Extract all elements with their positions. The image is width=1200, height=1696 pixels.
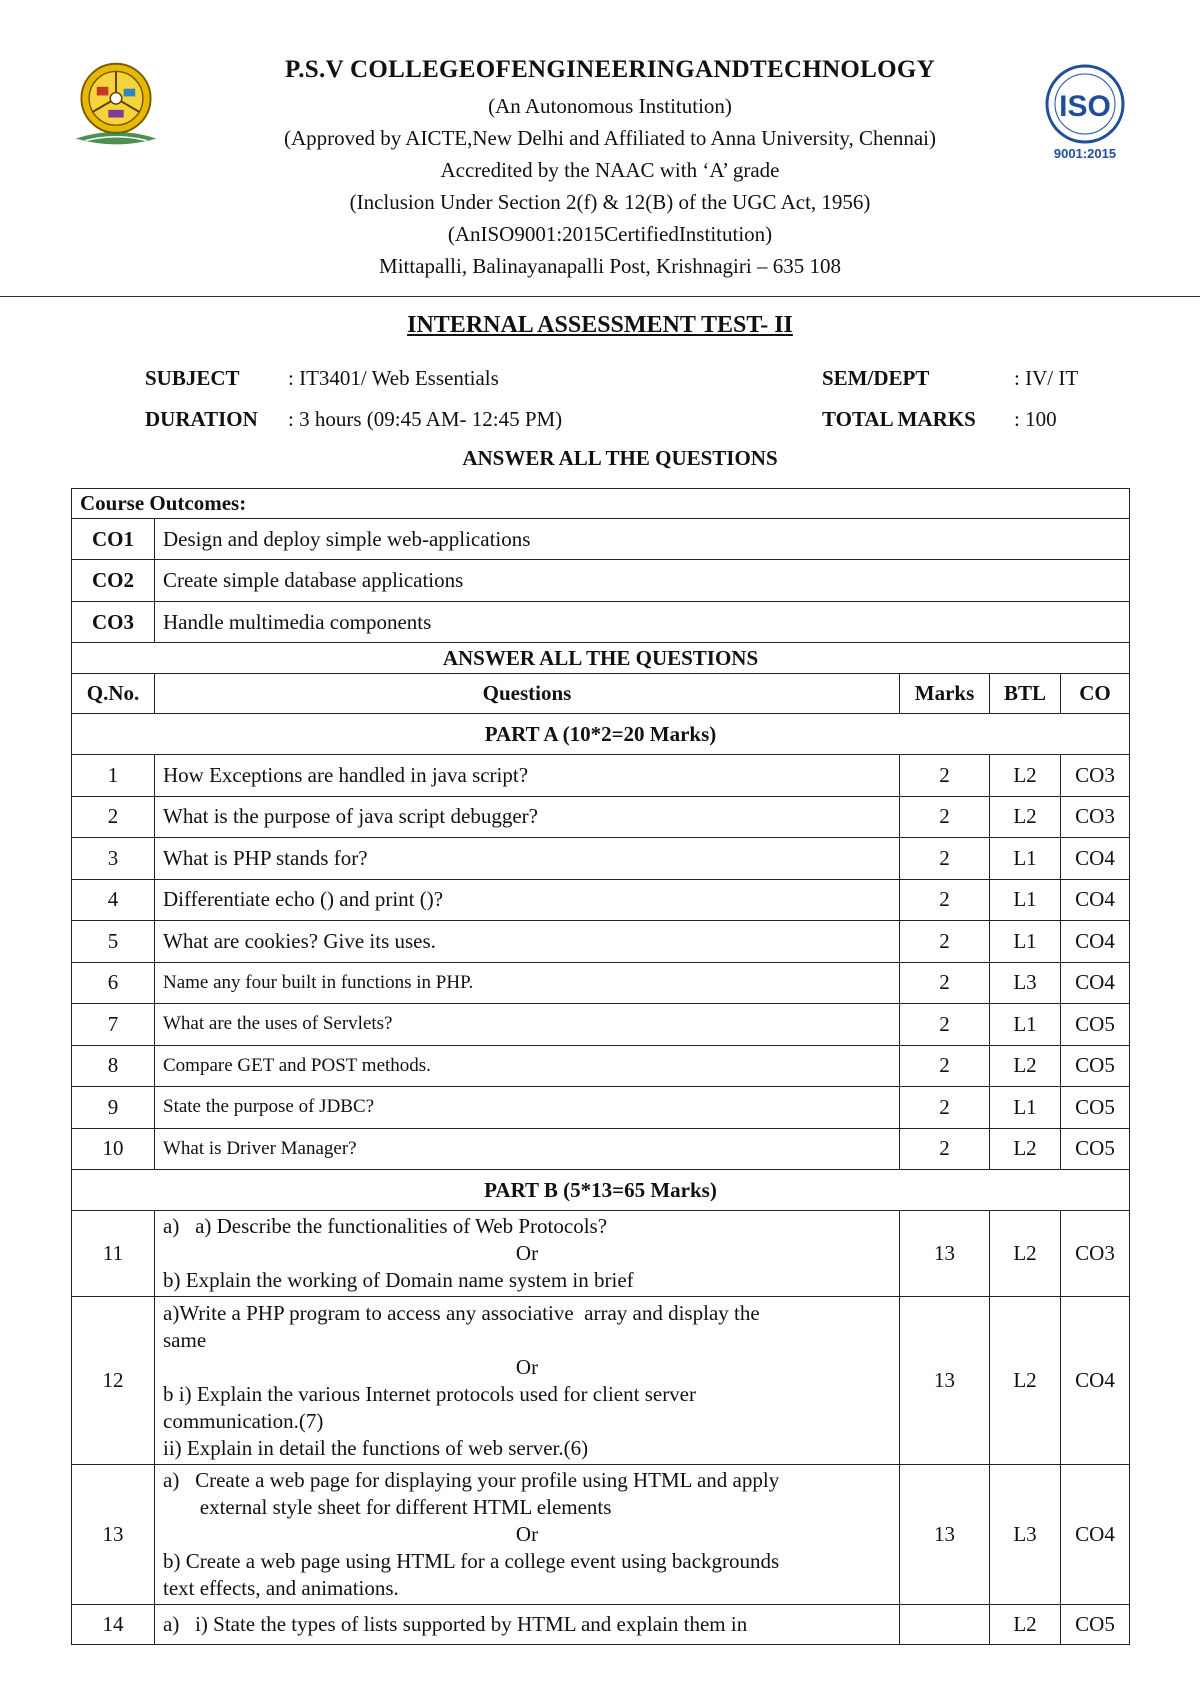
- question-number: 1: [72, 755, 155, 797]
- question-co: CO5: [1061, 1045, 1130, 1087]
- question-co: CO4: [1061, 879, 1130, 921]
- part-a-title: PART A (10*2=20 Marks): [72, 714, 1130, 755]
- question-number: 6: [72, 962, 155, 1004]
- header-line-address: Mittapalli, Balinayanapalli Post, Krishnagiri – 635 108: [379, 254, 841, 278]
- question-line: a) Create a web page for displaying your profile using HTML and apply: [163, 1468, 780, 1492]
- header-questions: Questions: [155, 674, 900, 714]
- question-marks: 2: [900, 962, 990, 1004]
- question-row: [72, 962, 1130, 1004]
- question-row: [72, 879, 1130, 921]
- question-paper-table: [71, 488, 1130, 1645]
- question-line: b) Explain the working of Domain name system in brief: [163, 1268, 634, 1292]
- question-marks: 13: [900, 1297, 990, 1465]
- question-number: 11: [72, 1211, 155, 1297]
- question-row: [72, 1465, 1130, 1605]
- question-number: 10: [72, 1128, 155, 1170]
- or-separator: Or: [515, 1241, 539, 1265]
- co-row: [72, 519, 1130, 560]
- question-row: [72, 755, 1130, 797]
- header-btl: BTL: [990, 674, 1061, 714]
- co-text: Create simple database applications: [155, 560, 1130, 602]
- question-btl: L2: [990, 755, 1061, 797]
- question-btl: L3: [990, 962, 1061, 1004]
- question-co: CO5: [1061, 1605, 1130, 1645]
- question-line: a)Write a PHP program to access any associative array and display the: [163, 1300, 760, 1325]
- table-answer-all: ANSWER ALL THE QUESTIONS: [72, 643, 1130, 674]
- question-text: What are cookies? Give its uses.: [155, 921, 900, 963]
- question-marks: 2: [900, 796, 990, 838]
- question-co: CO3: [1061, 755, 1130, 797]
- question-marks: 2: [900, 1004, 990, 1046]
- question-text: [155, 1605, 900, 1645]
- question-number: 12: [72, 1297, 155, 1465]
- question-co: CO4: [1061, 962, 1130, 1004]
- question-co: CO4: [1061, 1465, 1130, 1605]
- question-text: State the purpose of JDBC?: [155, 1087, 900, 1129]
- question-btl: L3: [990, 1465, 1061, 1605]
- question-row: [72, 838, 1130, 880]
- question-marks: 2: [900, 1128, 990, 1170]
- table-header-row: [72, 674, 1130, 714]
- question-text: How Exceptions are handled in java script?: [155, 755, 900, 797]
- question-btl: L2: [990, 1605, 1061, 1645]
- subject-label: SUBJECT: [145, 366, 240, 390]
- or-separator: Or: [515, 1354, 539, 1379]
- test-title: INTERNAL ASSESSMENT TEST- II: [407, 312, 793, 338]
- college-emblem-logo: [68, 58, 164, 154]
- header-divider: [0, 296, 1200, 297]
- question-text: [155, 1297, 900, 1465]
- svg-text:9001:2015: 9001:2015: [1053, 146, 1117, 161]
- part-a-questions: [72, 755, 1130, 1170]
- question-marks: 2: [900, 921, 990, 963]
- question-row: [72, 1605, 1130, 1645]
- course-outcomes-heading: Course Outcomes:: [72, 489, 1130, 519]
- question-number: 13: [72, 1465, 155, 1605]
- question-row: [72, 1004, 1130, 1046]
- question-btl: L2: [990, 1128, 1061, 1170]
- question-row: [72, 1211, 1130, 1297]
- semdept-label: SEM/DEPT: [822, 366, 930, 390]
- svg-text:ISO: ISO: [1059, 90, 1111, 123]
- answer-all-heading: ANSWER ALL THE QUESTIONS: [462, 446, 778, 470]
- question-btl: L2: [990, 1297, 1061, 1465]
- question-number: 9: [72, 1087, 155, 1129]
- co-code: CO2: [72, 560, 155, 602]
- question-row: [72, 1128, 1130, 1170]
- question-text: What is Driver Manager?: [155, 1128, 900, 1170]
- co-row: [72, 602, 1130, 643]
- semdept-value: : IV/ IT: [1014, 366, 1079, 390]
- total-marks-value: : 100: [1014, 407, 1057, 431]
- subject-value: : IT3401/ Web Essentials: [288, 366, 499, 390]
- college-name: P.S.V COLLEGEOFENGINEERINGANDTECHNOLOGY: [284, 56, 936, 83]
- question-line: b i) Explain the various Internet protocols used for client server: [163, 1381, 696, 1406]
- question-marks: [900, 1605, 990, 1645]
- header-line-approval: (Approved by AICTE,New Delhi and Affiliated to Anna University, Chennai): [283, 126, 937, 150]
- question-number: 8: [72, 1045, 155, 1087]
- question-text: What are the uses of Servlets?: [155, 1004, 900, 1046]
- duration-value: : 3 hours (09:45 AM- 12:45 PM): [288, 407, 563, 431]
- question-line: external style sheet for different HTML elements: [163, 1495, 612, 1519]
- question-row: [72, 1045, 1130, 1087]
- header-line-ugc: (Inclusion Under Section 2(f) & 12(B) of the UGC Act, 1956): [349, 190, 871, 214]
- question-btl: L2: [990, 1211, 1061, 1297]
- question-line: text effects, and animations.: [163, 1576, 399, 1600]
- header-co: CO: [1061, 674, 1130, 714]
- question-co: CO3: [1061, 796, 1130, 838]
- part-b-questions: [72, 1211, 1130, 1645]
- header-line-naac: Accredited by the NAAC with ‘A’ grade: [440, 158, 780, 182]
- question-row: [72, 1087, 1130, 1129]
- question-line: same: [163, 1327, 207, 1352]
- question-text: [155, 1465, 900, 1605]
- header-qno: Q.No.: [72, 674, 155, 714]
- question-btl: L2: [990, 796, 1061, 838]
- co-text: Design and deploy simple web-applications: [155, 519, 1130, 560]
- header-line-iso: (AnISO9001:2015CertifiedInstitution): [447, 222, 773, 246]
- question-number: 4: [72, 879, 155, 921]
- part-b-title: PART B (5*13=65 Marks): [72, 1170, 1130, 1211]
- question-co: CO5: [1061, 1128, 1130, 1170]
- question-line: b) Create a web page using HTML for a college event using backgrounds: [163, 1549, 780, 1573]
- question-btl: L1: [990, 1004, 1061, 1046]
- question-btl: L1: [990, 1087, 1061, 1129]
- question-line: communication.(7): [163, 1408, 324, 1433]
- question-co: CO5: [1061, 1087, 1130, 1129]
- question-line: a) a) Describe the functionalities of Web Protocols?: [163, 1214, 608, 1238]
- question-marks: 2: [900, 1045, 990, 1087]
- question-btl: L1: [990, 879, 1061, 921]
- co-text: Handle multimedia components: [155, 602, 1130, 643]
- co-row: [72, 560, 1130, 602]
- question-number: 5: [72, 921, 155, 963]
- question-text: Differentiate echo () and print ()?: [155, 879, 900, 921]
- header-marks: Marks: [900, 674, 990, 714]
- question-number: 3: [72, 838, 155, 880]
- co-code: CO3: [72, 602, 155, 643]
- question-line: ii) Explain in detail the functions of web server.(6): [163, 1435, 589, 1460]
- question-row: [72, 1297, 1130, 1465]
- question-btl: L2: [990, 1045, 1061, 1087]
- duration-label: DURATION: [145, 407, 258, 431]
- question-text: Name any four built in functions in PHP.: [155, 962, 900, 1004]
- or-separator: Or: [515, 1522, 539, 1546]
- question-marks: 13: [900, 1211, 990, 1297]
- question-number: 14: [72, 1605, 155, 1645]
- question-number: 2: [72, 796, 155, 838]
- question-row: [72, 921, 1130, 963]
- question-co: CO4: [1061, 1297, 1130, 1465]
- question-row: [72, 796, 1130, 838]
- question-text: What is the purpose of java script debugger?: [155, 796, 900, 838]
- header-line-autonomous: (An Autonomous Institution): [488, 94, 732, 118]
- question-co: CO4: [1061, 838, 1130, 880]
- question-text: Compare GET and POST methods.: [155, 1045, 900, 1087]
- question-co: CO4: [1061, 921, 1130, 963]
- question-marks: 2: [900, 755, 990, 797]
- question-marks: 2: [900, 879, 990, 921]
- question-number: 7: [72, 1004, 155, 1046]
- question-btl: L1: [990, 838, 1061, 880]
- question-marks: 2: [900, 1087, 990, 1129]
- total-marks-label: TOTAL MARKS: [822, 407, 976, 431]
- question-co: CO5: [1061, 1004, 1130, 1046]
- co-code: CO1: [72, 519, 155, 560]
- question-marks: 13: [900, 1465, 990, 1605]
- iso-certification-logo: [1040, 62, 1130, 162]
- question-co: CO3: [1061, 1211, 1130, 1297]
- question-text: [155, 1211, 900, 1297]
- question-line: a) i) State the types of lists supported by HTML and explain them in: [163, 1612, 748, 1636]
- question-text: What is PHP stands for?: [155, 838, 900, 880]
- question-marks: 2: [900, 838, 990, 880]
- question-btl: L1: [990, 921, 1061, 963]
